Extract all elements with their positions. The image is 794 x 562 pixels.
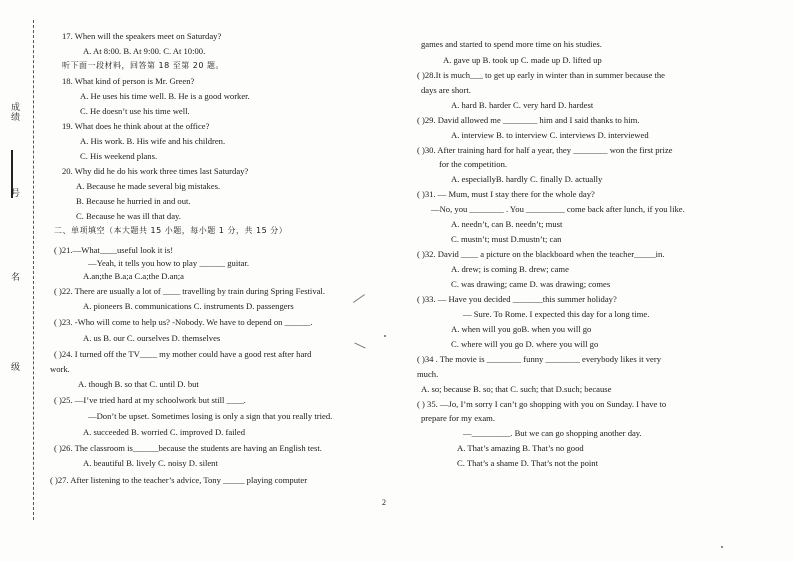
question-line: ( )34 . The movie is ________ funny ________ everybody likes it very <box>417 354 662 364</box>
option-line: C. Because he was ill that day. <box>76 211 181 221</box>
option-line: A. hard B. harder C. very hard D. hardest <box>451 100 594 110</box>
question-line: ( )25. —I’ve tried hard at my schoolwork but still ____. <box>54 395 246 405</box>
option-line: A. beautiful B. lively C. noisy D. silent <box>83 458 218 468</box>
option-line: A. when will you goB. when you will go <box>451 324 592 334</box>
binding-margin-line <box>33 20 34 520</box>
option-line: C. mustn’t; must D.mustn’t; can <box>451 234 562 244</box>
margin-label-class: 级 <box>10 362 20 372</box>
question-line-continued: for the competition. <box>439 159 508 169</box>
question-line: ( ) 35. —Jo, I’m sorry I can’t go shopping with you on Sunday. I have to <box>417 399 667 409</box>
dialogue-line: —Yeah, it tells you how to play ______ guitar. <box>88 258 249 268</box>
option-line: A. At 8:00. B. At 9:00. C. At 10:00. <box>83 46 206 56</box>
question-line: ( )23. -Who will come to help us? -Nobody. We have to depend on ______. <box>54 317 313 327</box>
option-line: A. Because he made several big mistakes. <box>76 181 221 191</box>
option-line: A. especiallyB. hardly C. finally D. actually <box>451 174 603 184</box>
question-line: 17. When will the speakers meet on Saturday? <box>62 31 222 41</box>
question-line: 20. Why did he do his work three times last Saturday? <box>62 166 249 176</box>
option-line: A. us B. our C. ourselves D. themselves <box>83 333 221 343</box>
margin-label-number: 号 <box>10 188 20 198</box>
dialogue-line: —Don’t be upset. Sometimes losing is only a sign that you really tried. <box>88 411 333 421</box>
question-line: ( )22. There are usually a lot of ____ travelling by train during Spring Festival. <box>54 286 325 296</box>
section-heading: 二、单项填空（本大题共 15 小题，每小题 1 分，共 15 分） <box>54 226 288 235</box>
option-line: C. He doesn’t use his time well. <box>80 106 190 116</box>
option-line: A. though B. so that C. until D. but <box>78 379 199 389</box>
option-line: C. His weekend plans. <box>80 151 158 161</box>
option-line: C. was drawing; came D. was drawing; comes <box>451 279 611 289</box>
question-line-continued: much. <box>417 369 439 379</box>
option-line: A. He uses his time well. B. He is a good worker. <box>80 91 250 101</box>
margin-label-score: 成绩 <box>10 102 20 122</box>
dialogue-line: —No, you ________ . You _________ come back after lunch, if you like. <box>431 204 685 214</box>
question-line: ( )33. — Have you decided _______this summer holiday? <box>417 294 617 304</box>
option-line: A. interview B. to interview C. interviews D. interviewed <box>451 130 649 140</box>
dialogue-line: —_________. But we can go shopping another day. <box>463 428 642 438</box>
question-line-continued: prepare for my exam. <box>421 413 495 423</box>
option-line: A. drew; is coming B. drew; came <box>451 264 569 274</box>
option-line: A. gave up B. took up C. made up D. lifted up <box>443 55 602 65</box>
pen-mark <box>353 294 365 303</box>
page-number: 2 <box>382 498 386 507</box>
section-instruction: 听下面一段材料，回答第 18 至第 20 题。 <box>62 61 225 70</box>
question-line: 18. What kind of person is Mr. Green? <box>62 76 195 86</box>
option-line: A.an;the B.a;a C.a;the D.an;a <box>83 271 184 281</box>
question-line: ( )26. The classroom is______because the students are having an English test. <box>54 443 322 453</box>
scan-speck <box>721 546 723 548</box>
question-line: ( )29. David allowed me ________ him and I said thanks to him. <box>417 115 640 125</box>
question-line-continued: games and started to spend more time on his studies. <box>421 39 602 49</box>
question-line-continued: work. <box>50 364 70 374</box>
question-line: ( )31. — Mum, must I stay there for the whole day? <box>417 189 595 199</box>
option-line: A. His work. B. His wife and his children. <box>80 136 226 146</box>
dialogue-line: — Sure. To Rome. I expected this day for a long time. <box>463 309 650 319</box>
question-line: ( )32. David ____ a picture on the blackboard when the teacher_____in. <box>417 249 665 259</box>
margin-label-name: 名 <box>10 272 20 282</box>
question-line: ( )30. After training hard for half a year, they ________ won the first prize <box>417 145 673 155</box>
question-line: ( )27. After listening to the teacher’s advice, Tony _____ playing computer <box>50 475 308 485</box>
option-line: B. Because he hurried in and out. <box>76 196 191 206</box>
option-line: A. pioneers B. communications C. instruments D. passengers <box>83 301 294 311</box>
scan-speck <box>384 335 386 337</box>
option-line: A. needn’t, can B. needn’t; must <box>451 219 563 229</box>
question-line: ( )24. I turned off the TV____ my mother could have a good rest after hard <box>54 349 312 359</box>
question-line: 19. What does he think about at the office? <box>62 121 210 131</box>
option-line: A. succeeded B. worried C. improved D. failed <box>83 427 246 437</box>
option-line: C. where will you go D. where you will go <box>451 339 599 349</box>
option-line: A. That’s amazing B. That’s no good <box>457 443 584 453</box>
question-line: ( )21.—What____useful look it is! <box>54 245 174 255</box>
option-line: A. so; because B. so; that C. such; that D.such; because <box>421 384 612 394</box>
pen-mark <box>354 343 365 349</box>
question-line-continued: days are short. <box>421 85 471 95</box>
question-line: ( )28.It is much___ to get up early in winter than in summer because the <box>417 70 665 80</box>
option-line: C. That’s a shame D. That’s not the point <box>457 458 598 468</box>
